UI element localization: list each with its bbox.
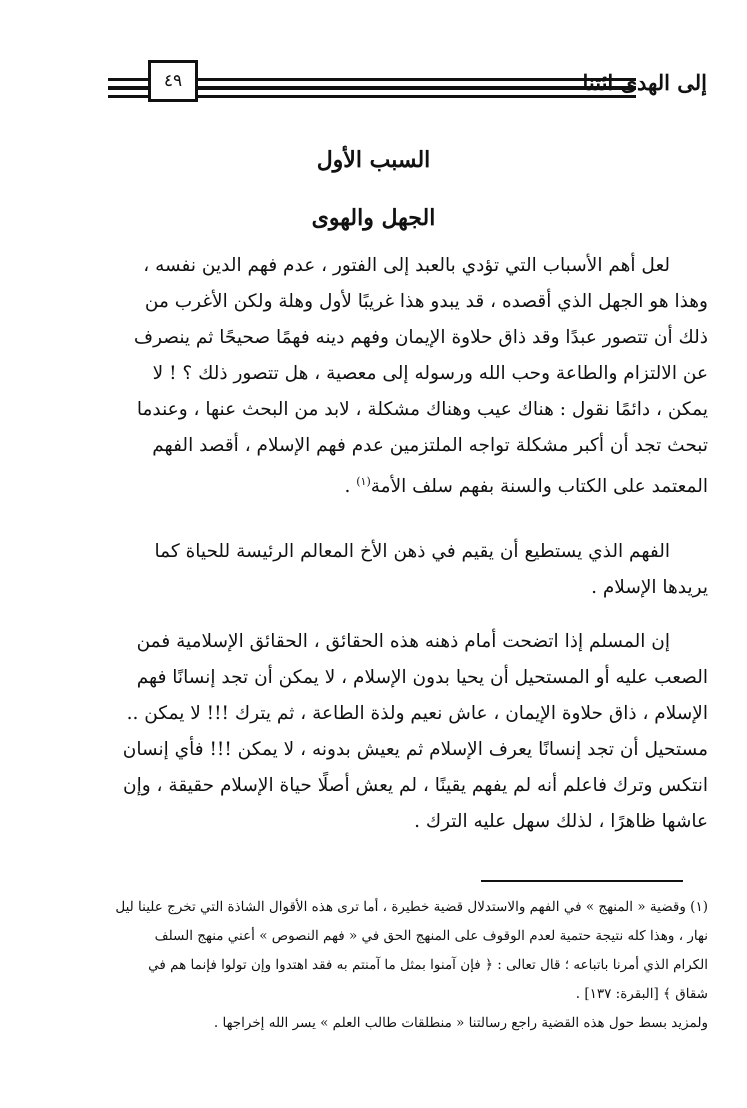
- running-header-title: إلى الهدى ائتنا: [582, 70, 707, 95]
- text-line: يمكن ، دائمًا نقول : هناك عيب وهناك مشكلة ، لابد من البحث عنها ، وعندما: [136, 399, 708, 420]
- text-line: ذلك أن تتصور عبدًا وقد ذاق حلاوة الإيمان وفهم دينه فهمًا صحيحًا ثم ينصرف: [133, 327, 708, 348]
- footnote-reference[interactable]: (١): [356, 475, 371, 488]
- text-line: مستحيل أن تجد إنسانًا يعرف الإسلام ثم يعيش بدونه ، لا يمكن !!! فأي إنسان: [122, 739, 708, 760]
- footnote-line: ولمزيد بسط حول هذه القضية راجع رسالتنا « منطلقات طالب العلم » يسر الله إخراجها .: [213, 1015, 708, 1031]
- text-line: الصعب عليه أو المستحيل أن يحيا بدون الإسلام ، لا يمكن أن تجد إنسانًا فهم: [136, 667, 708, 688]
- footnote-line: (١) وقضية « المنهج » في الفهم والاستدلال قضية خطيرة ، أما ترى هذه الأقوال الشاذة التي تخرج علينا ليل: [115, 899, 708, 915]
- paragraph-1: [100, 248, 708, 500]
- paragraph-3: [100, 624, 708, 840]
- paragraph-2: [100, 534, 708, 606]
- text-line: الفهم الذي يستطيع أن يقيم في ذهن الأخ المعالم الرئيسة للحياة كما: [154, 541, 670, 562]
- text-line: إن المسلم إذا اتضحت أمام ذهنه هذه الحقائق ، الحقائق الإسلامية فمن: [136, 631, 670, 652]
- text-line: تبحث تجد أن أكبر مشكلة تواجه الملتزمين عدم فهم الإسلام ، أقصد الفهم: [152, 435, 708, 456]
- text-line: عاشها ظاهرًا ، لذلك سهل عليه الترك .: [414, 811, 708, 832]
- text-line: المعتمد على الكتاب والسنة بفهم سلف الأمة: [370, 476, 708, 498]
- page-number-text: ٤٩: [163, 71, 183, 91]
- section-heading: السبب الأول: [316, 147, 431, 173]
- text-line: لعل أهم الأسباب التي تؤدي بالعبد إلى الفتور ، عدم فهم الدين نفسه ،: [143, 255, 670, 276]
- sentence-end: .: [344, 476, 357, 498]
- text-line: الإسلام ، ذاق حلاوة الإيمان ، عاش نعيم ولذة الطاعة ، ثم يترك !!! لا يمكن ..: [126, 703, 708, 724]
- page-number: [148, 60, 198, 102]
- text-line: وهذا هو الجهل الذي أقصده ، قد يبدو هذا غريبًا لأول وهلة ولكن الأغرب من: [144, 291, 708, 312]
- footnote-line: نهار ، وهذا كله نتيجة حتمية لعدم الوقوف على المنهج الحق في « فهم النصوص » أعني منهج السلف: [154, 928, 708, 944]
- footnote-separator: [481, 880, 683, 882]
- footnote-line: الكرام الذي أمرنا باتباعه ؛ قال تعالى : ﴿ فإن آمنوا بمثل ما آمنتم به فقد اهتدوا وإن تولوا فإنما هم في: [148, 957, 708, 973]
- section-subtitle: الجهل والهوى: [311, 205, 436, 231]
- footnotes: [100, 893, 708, 1038]
- text-line: انتكس وترك فاعلم أنه لم يفهم يقينًا ، لم يعش أصلًا حياة الإسلام حقيقة ، وإن: [123, 775, 708, 796]
- footnote-line: شقاق ﴾ [البقرة: ١٣٧] .: [575, 986, 708, 1002]
- text-line-last: [100, 464, 708, 500]
- text-line: يريدها الإسلام .: [591, 577, 708, 598]
- text-line: عن الالتزام والطاعة وحب الله ورسوله إلى معصية ، هل تتصور ذلك ؟ ! لا: [152, 363, 708, 384]
